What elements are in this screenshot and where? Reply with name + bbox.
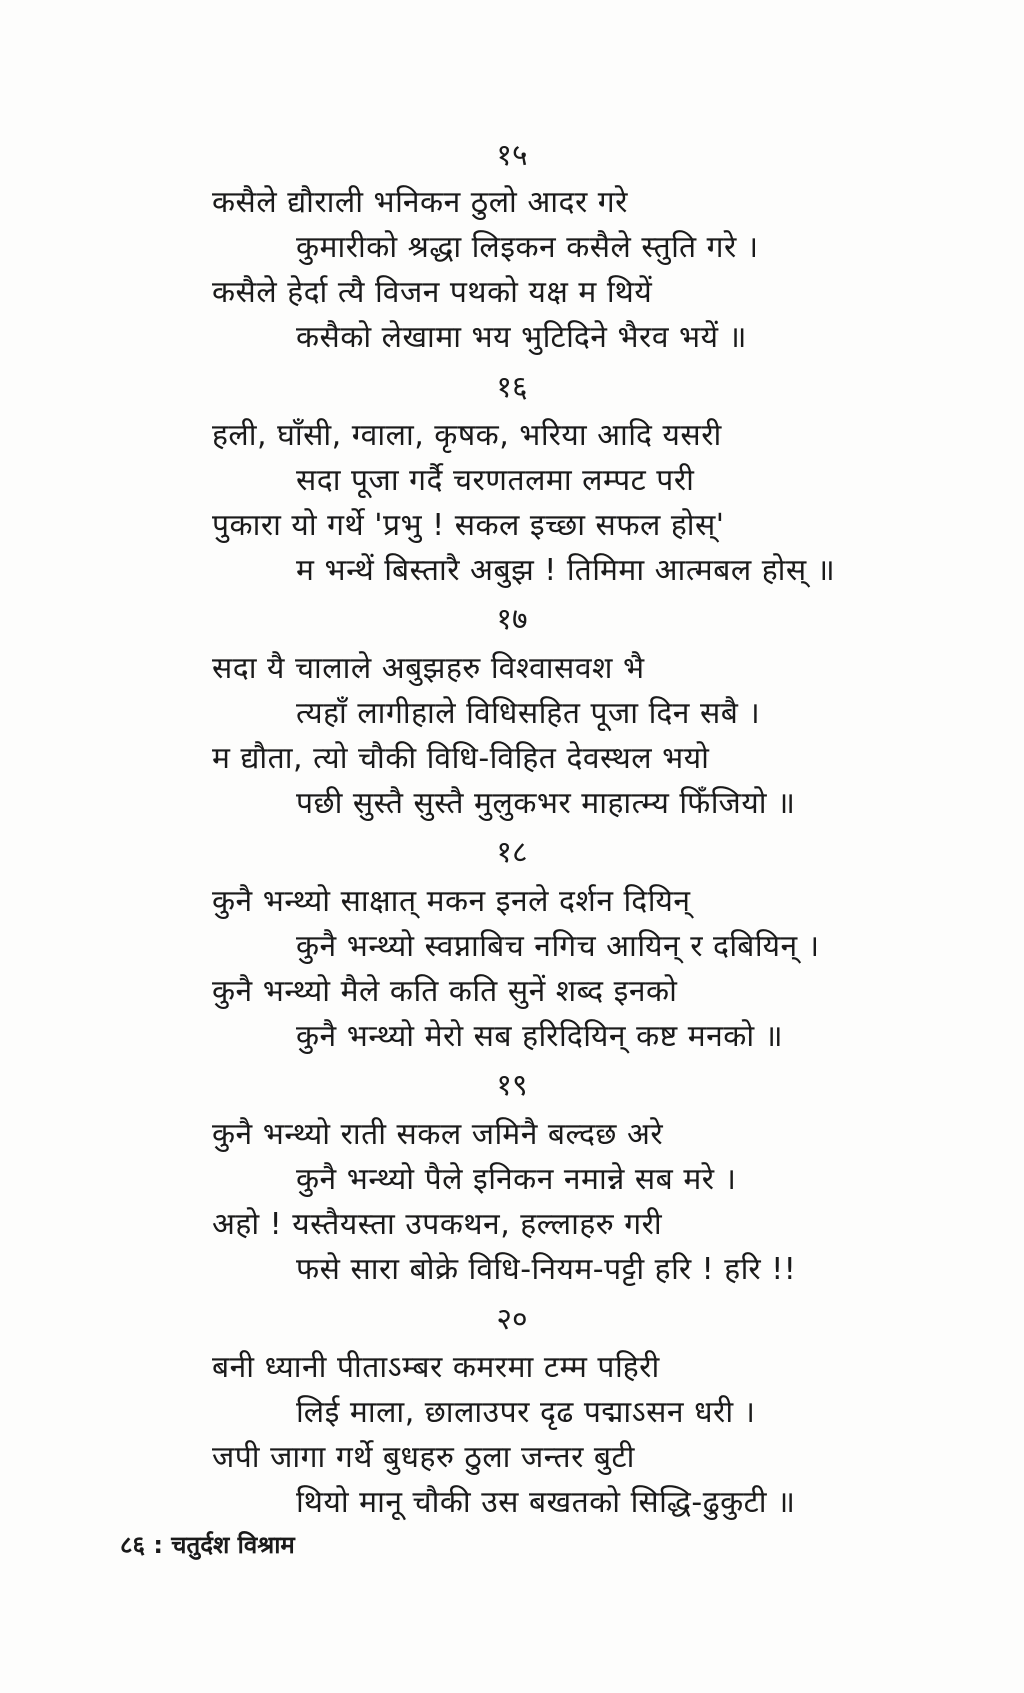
page-number: ८६: [120, 1531, 145, 1559]
verse-line: फसे सारा बोक्रे विधि-नियम-पट्टी हरि ! हरि !!: [296, 1252, 797, 1287]
verse-line: कुमारीको श्रद्धा लिइकन कसैले स्तुति गरे ।: [296, 230, 759, 265]
verse-line: सदा यै चालाले अबुझहरु विश्वासवश भै: [212, 651, 645, 686]
verse-line: त्यहाँ लागीहाले विधिसहित पूजा दिन सबै ।: [296, 696, 761, 731]
verse-line: कसैले द्यौराली भनिकन ठुलो आदर गरे: [212, 185, 628, 220]
verse-line: सदा पूजा गर्दै चरणतलमा लम्पट परी: [296, 463, 695, 498]
verse-line: कुनै भन्थ्यो स्वप्नाबिच नगिच आयिन् र दबियिन् ।: [296, 929, 820, 964]
verse-line: कुनै भन्थ्यो साक्षात् मकन इनले दर्शन दियिन्: [212, 884, 691, 919]
verse-line: कुनै भन्थ्यो मेरो सब हरिदियिन् कष्ट मनको ॥: [296, 1019, 784, 1054]
verse-line: कसैको लेखामा भय भुटिदिने भैरव भयें ॥: [296, 320, 748, 355]
verse-number: १९: [496, 1068, 528, 1103]
verse-line: लिई माला, छालाउपर दृढ पद्माऽसन धरी ।: [296, 1395, 756, 1430]
verse-line: बनी ध्यानी पीताऽम्बर कमरमा टम्म पहिरी: [212, 1350, 660, 1385]
verse-number: १८: [496, 835, 528, 870]
verse-line: कुनै भन्थ्यो राती सकल जमिनै बल्दछ अरे: [212, 1117, 664, 1152]
verse-line: हली, घाँसी, ग्वाला, कृषक, भरिया आदि यसरी: [212, 418, 722, 453]
chapter-title: चतुर्दश विश्राम: [171, 1531, 295, 1559]
verse-number: २०: [496, 1302, 528, 1337]
footer-separator: :: [153, 1531, 163, 1559]
verse-line: पुकारा यो गर्थे 'प्रभु ! सकल इच्छा सफल होस्': [212, 508, 725, 543]
verse-line: म द्यौता, त्यो चौकी विधि-विहित देवस्थल भयो: [212, 741, 710, 776]
verse-line: कुनै भन्थ्यो मैले कति कति सुनें शब्द इनको: [212, 974, 678, 1009]
verse-line: म भन्थें बिस्तारै अबुझ ! तिमिमा आत्मबल होस् ॥: [296, 553, 836, 588]
verse-line: थियो मानू चौकी उस बखतको सिद्धि-ढुकुटी ॥: [296, 1485, 796, 1520]
verse-number: १६: [496, 370, 528, 405]
verse-number: १७: [496, 602, 528, 637]
verse-line: जपी जागा गर्थे बुधहरु ठुला जन्तर बुटी: [212, 1440, 635, 1475]
verse-line: कसैले हेर्दा त्यै विजन पथको यक्ष म थियें: [212, 275, 653, 310]
verse-line: पछी सुस्तै सुस्तै मुलुकभर माहात्म्य फिँजियो ॥: [296, 786, 796, 821]
page-footer: [120, 1528, 295, 1562]
verse-line: कुनै भन्थ्यो पैले इनिकन नमान्ने सब मरे ।: [296, 1162, 737, 1197]
verse-number: १५: [496, 138, 528, 173]
verse-line: अहो ! यस्तैयस्ता उपकथन, हल्लाहरु गरी: [212, 1207, 663, 1242]
